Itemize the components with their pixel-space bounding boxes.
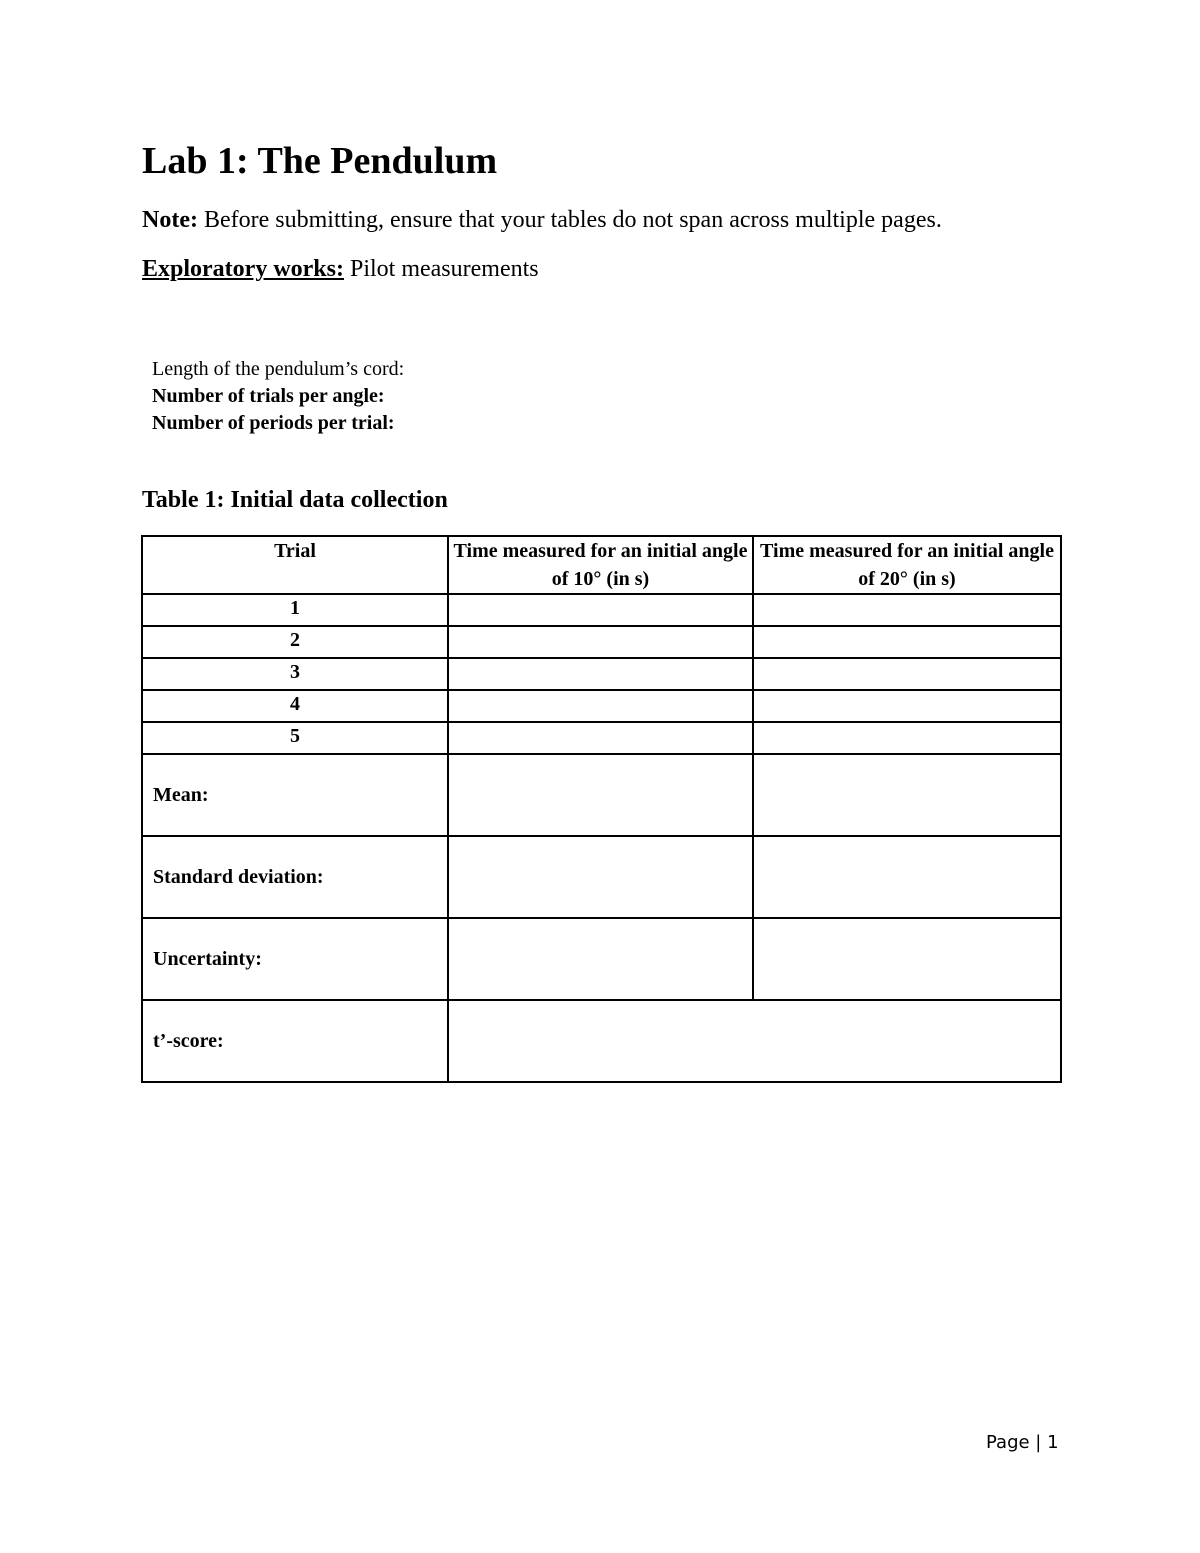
trial-number: 1 [142, 594, 448, 626]
page-number-footer: Page | 1 [986, 1432, 1059, 1453]
mean-angle-20-cell[interactable] [753, 754, 1061, 836]
angle-10-input-cell[interactable] [448, 690, 753, 722]
uncertainty-angle-20-cell[interactable] [753, 918, 1061, 1000]
header-trial: Trial [142, 536, 448, 594]
trial-number: 5 [142, 722, 448, 754]
header-angle-10: Time measured for an initial angle of 10° (in s) [448, 536, 753, 594]
data-collection-table [141, 535, 1062, 1083]
angle-10-input-cell[interactable] [448, 594, 753, 626]
std-dev-angle-10-cell[interactable] [448, 836, 753, 918]
std-dev-angle-20-cell[interactable] [753, 836, 1061, 918]
table-row [142, 690, 1061, 722]
t-score-label: t’-score: [142, 1000, 448, 1082]
mean-row [142, 754, 1061, 836]
t-score-row [142, 1000, 1061, 1082]
std-dev-label: Standard deviation: [142, 836, 448, 918]
trial-number: 3 [142, 658, 448, 690]
uncertainty-row [142, 918, 1061, 1000]
t-score-cell[interactable] [448, 1000, 1061, 1082]
angle-10-input-cell[interactable] [448, 722, 753, 754]
setup-fields [152, 356, 404, 437]
header-angle-20: Time measured for an initial angle of 20° (in s) [753, 536, 1061, 594]
angle-20-input-cell[interactable] [753, 690, 1061, 722]
angle-10-input-cell[interactable] [448, 626, 753, 658]
trial-number: 2 [142, 626, 448, 658]
exploratory-line [142, 255, 539, 284]
mean-angle-10-cell[interactable] [448, 754, 753, 836]
angle-20-input-cell[interactable] [753, 594, 1061, 626]
note-label: Note: [142, 207, 198, 233]
angle-20-input-cell[interactable] [753, 658, 1061, 690]
uncertainty-label: Uncertainty: [142, 918, 448, 1000]
std-dev-row [142, 836, 1061, 918]
trials-per-angle-label: Number of trials per angle: [152, 385, 385, 407]
periods-per-trial-label: Number of periods per trial: [152, 412, 395, 434]
cord-length-label: Length of the pendulum’s cord: [152, 358, 405, 380]
exploratory-label: Exploratory works: [142, 256, 344, 282]
header-row [142, 536, 1061, 594]
exploratory-text: Pilot measurements [349, 256, 539, 282]
table-row [142, 626, 1061, 658]
note-line [142, 206, 942, 235]
angle-10-input-cell[interactable] [448, 658, 753, 690]
table-row [142, 658, 1061, 690]
table-row [142, 722, 1061, 754]
mean-label: Mean: [142, 754, 448, 836]
table-row [142, 594, 1061, 626]
note-text: Before submitting, ensure that your tables do not span across multiple pages. [203, 207, 942, 233]
angle-20-input-cell[interactable] [753, 722, 1061, 754]
angle-20-input-cell[interactable] [753, 626, 1061, 658]
table-caption: Table 1: Initial data collection [142, 487, 448, 513]
uncertainty-angle-10-cell[interactable] [448, 918, 753, 1000]
trial-number: 4 [142, 690, 448, 722]
page-title: Lab 1: The Pendulum [142, 140, 498, 182]
